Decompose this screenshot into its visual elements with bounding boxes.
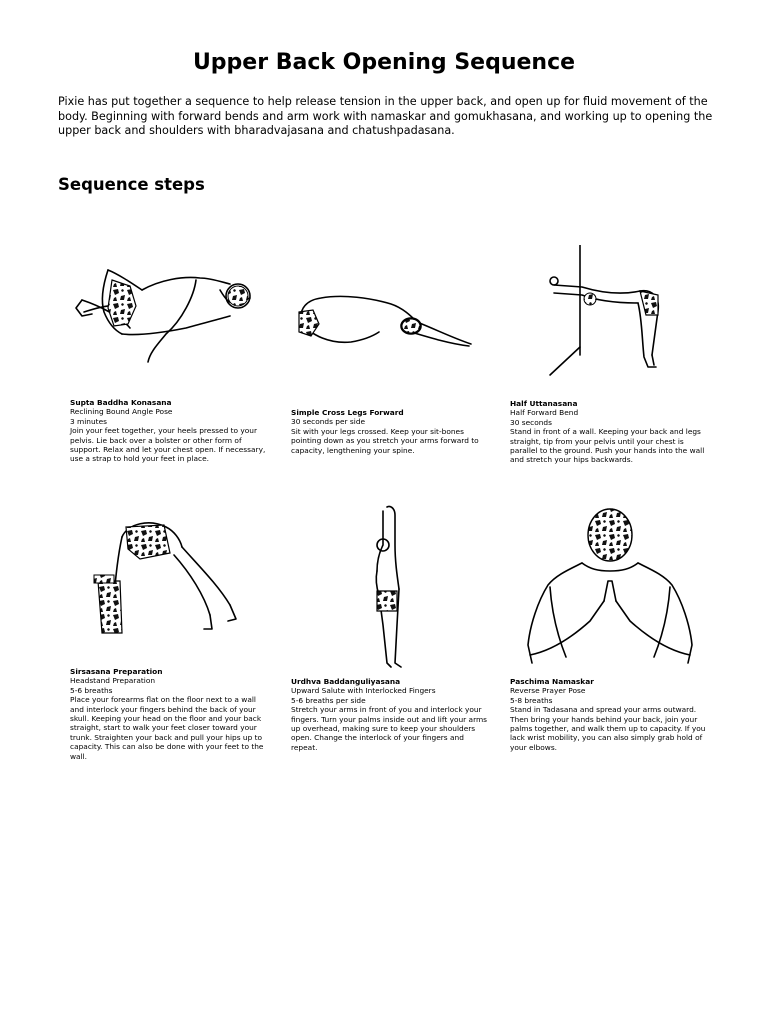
headstand-prep-figure xyxy=(70,515,270,645)
step-text xyxy=(291,408,491,455)
step-description: Stand in Tadasana and spread your arms outward. Then bring your hands behind your back, join your palms together, and walk them up to capacity. If you lack wrist mobility, you can also simply grab hold of your elbows. xyxy=(510,705,706,752)
step-duration: 3 minutes xyxy=(70,416,107,426)
step-name: Simple Cross Legs Forward xyxy=(291,408,404,417)
step-description: Stretch your arms in front of you and interlock your fingers. Turn your palms inside out and lift your arms up overhead, making sure to keep your shoulders open. Change the interlock of your fingers and repeat. xyxy=(291,705,488,752)
step-description: Sit with your legs crossed. Keep your sit-bones pointing down as you stretch your arms forward to capacity, lengthening your spine. xyxy=(291,426,479,455)
page-title: Upper Back Opening Sequence xyxy=(192,50,576,75)
step-text xyxy=(70,398,270,464)
section-heading: Sequence steps xyxy=(58,175,205,194)
reclining-bound-angle-figure xyxy=(70,260,270,390)
step-name: Sirsasana Preparation xyxy=(70,667,163,676)
step-description: Place your forearms flat on the floor next to a wall and interlock your fingers behind the back of your skull. Keeping your head on the floor and your back straight, start to walk your feet closer toward your trunk. Straighten your back and pull your hips up to capacity. This can also be done with your feet to the wall. xyxy=(70,695,264,761)
step-description: Stand in front of a wall. Keeping your back and legs straight, tip from your pelvis until your chest is parallel to the ground. Push your hands into the wall and stretch your hips backwards. xyxy=(510,427,705,465)
step-name: Supta Baddha Konasana xyxy=(70,398,172,407)
step-text xyxy=(291,677,491,752)
step-subtitle: Half Forward Bend xyxy=(510,408,579,418)
intro-paragraph: Pixie has put together a sequence to help release tension in the upper back, and open up for fluid movement of the body. Beginning with forward bends and arm work with namaskar and gomukhasana, and working up to opening the upper back and shoulders with bharadvajasana and chatushpadasana. xyxy=(58,95,713,138)
step-text xyxy=(510,677,710,752)
step-duration: 5-8 breaths xyxy=(510,695,553,705)
step-name: Half Uttanasana xyxy=(510,399,578,408)
half-forward-bend-figure xyxy=(510,245,710,380)
step-subtitle: Reclining Bound Angle Pose xyxy=(70,407,173,417)
step-duration: 30 seconds xyxy=(510,417,552,427)
step-name: Paschima Namaskar xyxy=(510,677,594,686)
step-duration: 5-6 breaths xyxy=(70,685,113,695)
upward-salute-figure xyxy=(291,505,491,670)
reverse-prayer-figure xyxy=(510,505,710,670)
step-text xyxy=(70,667,270,761)
step-duration: 5-6 breaths per side xyxy=(291,695,366,705)
cross-legs-forward-figure xyxy=(291,260,491,390)
step-name: Urdhva Baddanguliyasana xyxy=(291,677,401,686)
step-duration: 30 seconds per side xyxy=(291,417,366,427)
step-description: Join your feet together, your heels pressed to your pelvis. Lie back over a bolster or other form of support. Relax and let your chest open. If necessary, use a strap to hold your feet in place. xyxy=(70,426,266,464)
step-text xyxy=(510,399,710,465)
step-subtitle: Upward Salute with Interlocked Fingers xyxy=(291,686,436,696)
step-subtitle: Headstand Preparation xyxy=(70,676,156,686)
step-subtitle: Reverse Prayer Pose xyxy=(510,686,586,696)
